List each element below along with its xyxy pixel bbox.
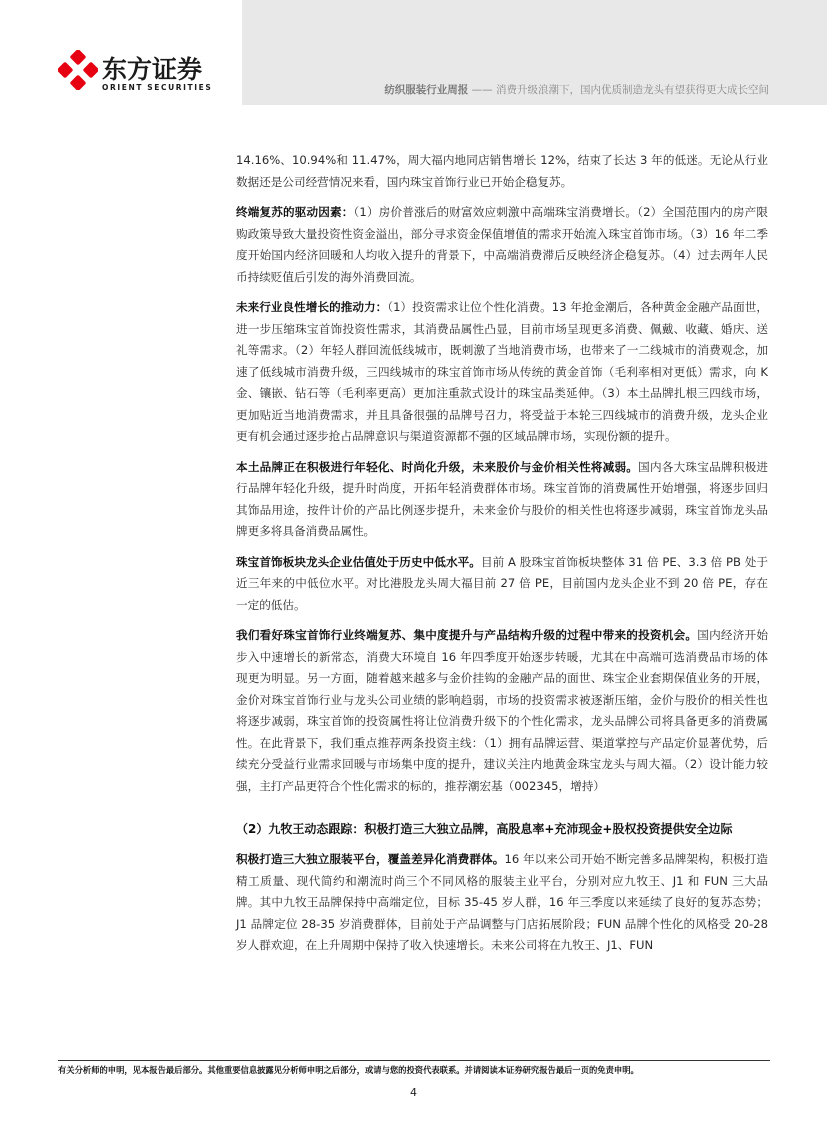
paragraph-growth-drivers: 未来行业良性增长的推动力：（1）投资需求让位个性化消费。13 年抢金潮后，各种黄金金融产品面世，进一步压缩珠宝首饰投资性需求，其消费品属性凸显，目前市场呈现更多消费、佩戴、收藏、婚庆、送礼等需求。（2）年轻人群回流低线城市，既刺激了当地消费市场，也带来了一二线城市的消费观念，加速了低线城市消费升级，三四线城市的珠宝首饰市场从传统的黄金首饰（毛利率相对更低）需求，向 K 金、镶嵌、钻石等（毛利率更高）更加注重款式设计的珠宝品类延伸。（3）本土品牌扎根三四线市场，更加贴近当地消费需求，并且具备很强的品牌号召力，将受益于本轮三四线城市的消费升级，龙头企业更有机会通过逐步抢占品牌意识与渠道资源都不强的区域品牌市场，实现份额的提升。 xyxy=(236,300,768,443)
paragraph-lead: 本土品牌正在积极进行年轻化、时尚化升级，未来股价与金价相关性将减弱。 xyxy=(236,459,639,474)
brand-name-en: ORIENT SECURITIES xyxy=(102,83,213,92)
paragraph-lead: 积极打造三大独立服装平台，覆盖差异化消费群体。 xyxy=(236,852,505,866)
paragraph-lead: 未来行业良性增长的推动力： xyxy=(236,300,388,314)
orient-securities-logo-icon xyxy=(58,50,98,90)
paragraph-recovery-data: 14.16%、10.94%和 11.47%，周大福内地同店销售增长 12%，结束了长达 3 年的低迷。无论从行业数据还是公司经营情况来看，国内珠宝首饰行业已开始企稳复苏。 xyxy=(236,153,768,189)
header-separator: —— xyxy=(468,84,496,96)
paragraph-investment-view: 我们看好珠宝首饰行业终端复苏、集中度提升与产品结构升级的过程中带来的投资机会。国内经济开始步入中速增长的新常态，消费大环境自 16 年四季度开始逐步转暖，尤其在中高端可选消费品市场的体现更为明显。另一方面，随着越来越多与金价挂钩的金融产品的面世、珠宝企业套期保值业务的开展，金价对珠宝首饰行业与龙头公司业绩的影响趋弱，市场的投资需求被逐渐压缩，金价与股价的相关性也将逐步减弱，珠宝首饰的投资属性将让位消费升级下的个性化需求，龙头品牌公司将具备更多的消费属性。在此背景下，我们重点推荐两条投资主线：（1）拥有品牌运营、渠道掌控与产品定价显著优势，后续充分受益行业需求回暖与市场集中度的提升，建议关注内地黄金珠宝龙头与周大福。（2）设计能力较强，主打产品更符合个性化需求的标的，推荐潮宏基（002345，增持） xyxy=(236,628,768,793)
paragraph-brand-upgrade: 本土品牌正在积极进行年轻化、时尚化升级，未来股价与金价相关性将减弱。国内各大珠宝品牌积极进行品牌年轻化升级，提升时尚度，开拓年轻消费群体市场。珠宝首饰的消费属性开始增强，将逐步回归其饰品用途，按件计价的产品比例逐步提升，未来金价与股价的相关性也将逐步减弱，珠宝首饰龙头品牌更多将具备消费品属性。 xyxy=(236,459,768,538)
paragraph-lead: 终端复苏的驱动因素： xyxy=(236,205,354,219)
footer-disclaimer: 有关分析师的申明，见本报告最后部分。其他重要信息披露见分析师申明之后部分，或请与您的投资代表联系。并请阅读本证券研究报告最后一页的免责申明。 xyxy=(58,1065,639,1075)
footer-divider xyxy=(58,1060,770,1061)
report-subtitle: 消费升级浪潮下，国内优质制造龙头有望获得更大成长空间 xyxy=(496,84,769,96)
industry-label: 纺织服装行业周报 xyxy=(384,84,469,96)
paragraph-lead: 我们看好珠宝首饰行业终端复苏、集中度提升与产品结构升级的过程中带来的投资机会。 xyxy=(236,628,698,642)
paragraph-recovery-drivers: 终端复苏的驱动因素：（1）房价普涨后的财富效应刺激中高端珠宝消费增长。（2）全国范围内的房产限购政策导致大量投资性资金溢出，部分寻求资金保值增值的需求开始流入珠宝首饰市场。（3）16 年二季度开始国内经济回暖和人均收入提升的背景下，中高端消费滞后反映经济企稳复苏。（4）过去两年人民币持续贬值后引发的海外消费回流。 xyxy=(236,205,768,284)
section-heading: （2）九牧王动态跟踪：积极打造三大独立品牌，高股息率+充沛现金+股权投资提供安全边际 xyxy=(236,822,733,836)
report-header-title xyxy=(384,82,769,97)
logo xyxy=(58,50,228,96)
report-body xyxy=(236,150,768,966)
paragraph-jiumuwang-brands: 积极打造三大独立服装平台，覆盖差异化消费群体。16 年以来公司开始不断完善多品牌架构，积极打造精工质量、现代简约和潮流时尚三个不同风格的服装主业平台，分别对应九牧王、J1 和 FUN 三大品牌。其中九牧王品牌保持中高端定位，目标 35-45 岁人群，16 年三季度以来延续了良好的复苏态势；J1 品牌定位 28-35 岁消费群体，目前处于产品调整与门店拓展阶段；FUN 品牌个性化的风格受 20-28 岁人群欢迎，在上升周期中保持了收入快速增长。未来公司将在九牧王、J1、FUN xyxy=(236,852,768,952)
paragraph-lead: 珠宝首饰板块龙头企业估值处于历史中低水平。 xyxy=(236,554,481,569)
brand-name-cn: 东方证券 xyxy=(102,55,203,84)
page-number: 4 xyxy=(410,1086,417,1099)
paragraph-valuation: 珠宝首饰板块龙头企业估值处于历史中低水平。目前 A 股珠宝首饰板块整体 31 倍 PE、3.3 倍 PB 处于近三年来的中低位水平。对比港股龙头周大福目前 27 倍 PE，目前国内龙头企业不到 20 倍 PE，存在一定的低估。 xyxy=(236,554,768,612)
